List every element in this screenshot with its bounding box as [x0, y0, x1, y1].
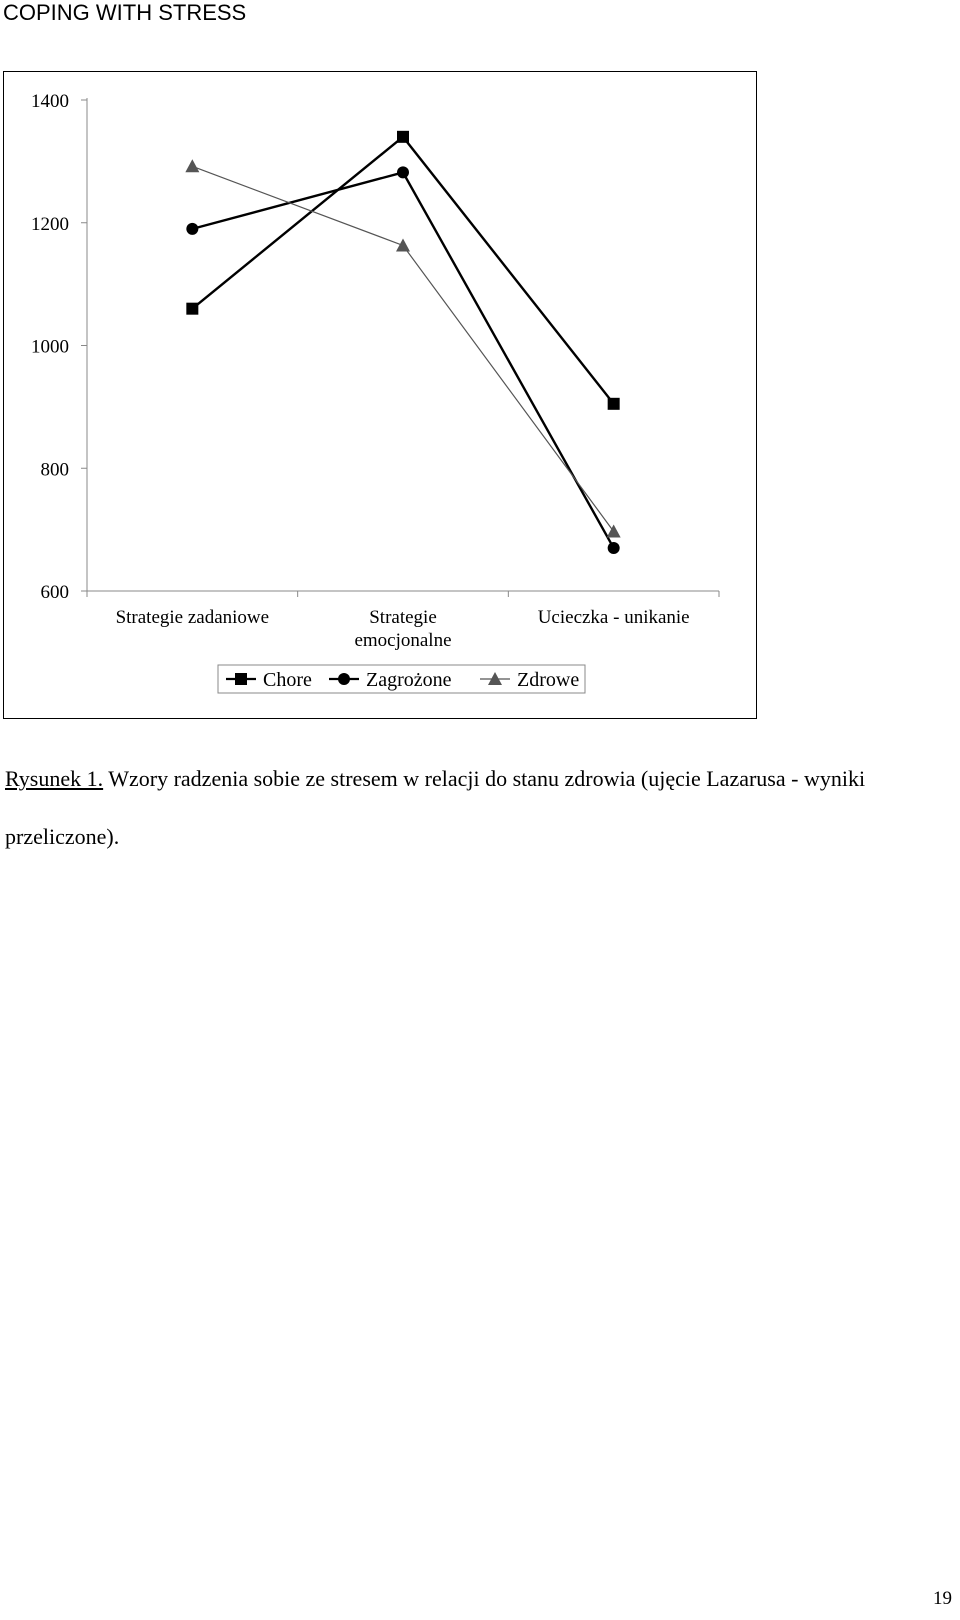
data-point-chore	[397, 131, 409, 143]
x-tick-label: emocjonalne	[354, 630, 452, 651]
x-tick-label: Ucieczka - unikanie	[537, 607, 690, 628]
data-point-zagrożone	[608, 542, 620, 554]
chart-frame	[3, 71, 757, 719]
y-tick-label: 1200	[31, 213, 69, 235]
running-title: COPING WITH STRESS	[3, 0, 247, 25]
y-tick-label: 800	[40, 459, 69, 481]
data-point-zagrożone	[397, 166, 409, 178]
figure-caption-text: Wzory radzenia sobie ze stresem w relacji do stanu zdrowia (ujęcie Lazarusa - wyniki przeliczone).	[5, 766, 866, 849]
x-tick-label: Strategie	[369, 607, 437, 628]
figure-caption	[5, 750, 945, 866]
data-point-zdrowe	[396, 238, 410, 251]
legend-label: Zagrożone	[366, 669, 452, 691]
figure-label: Rysunek 1.	[5, 766, 104, 791]
legend-label: Chore	[263, 669, 312, 691]
page-number: 19	[933, 1588, 952, 1609]
legend-marker	[235, 673, 247, 685]
data-point-chore	[608, 398, 620, 410]
data-point-zdrowe	[185, 159, 199, 172]
x-tick-label: Strategie zadaniowe	[115, 607, 270, 628]
data-point-zagrożone	[186, 223, 198, 235]
series-line-zdrowe	[192, 166, 613, 531]
data-point-chore	[186, 303, 198, 315]
y-tick-label: 1000	[31, 336, 69, 358]
legend-label: Zdrowe	[517, 669, 580, 691]
data-point-zdrowe	[607, 524, 621, 537]
y-tick-label: 600	[40, 582, 69, 603]
line-chart	[4, 72, 758, 720]
legend-marker	[338, 673, 350, 685]
series-line-zagrożone	[192, 172, 613, 548]
y-tick-label: 1400	[31, 91, 69, 112]
